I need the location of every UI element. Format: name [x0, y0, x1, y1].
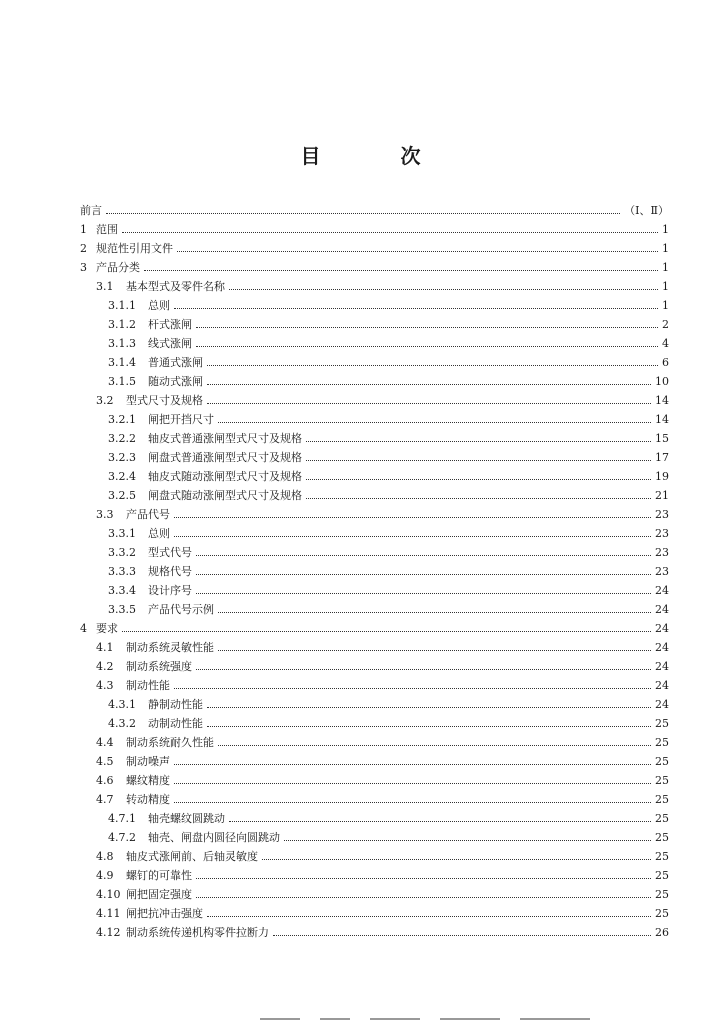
toc-entry-number: 4.3.1: [108, 698, 136, 711]
toc-leader-dots: [174, 527, 651, 537]
toc-entry-page: 25: [655, 869, 669, 882]
toc-entry-title: 产品代号示例: [148, 603, 214, 616]
toc-leader-dots: [196, 584, 651, 594]
toc-entry-title: 前言: [80, 204, 102, 217]
toc-entry: [108, 603, 669, 617]
toc-entry-title: 动制动性能: [148, 717, 203, 730]
toc-entry-title: 闸盘式普通涨闸型式尺寸及规格: [148, 451, 302, 464]
toc-entry-number: 1: [80, 223, 87, 236]
toc-leader-dots: [218, 413, 651, 423]
toc-entry-page: 25: [655, 850, 669, 863]
toc-entry-title: 轴皮式涨闸前、后轴灵敏度: [126, 850, 258, 863]
toc-entry-page: 24: [655, 641, 669, 654]
toc-entry-title: 制动系统耐久性能: [126, 736, 214, 749]
toc-entry-title: 闸把固定强度: [126, 888, 192, 901]
toc-entry: [96, 755, 669, 769]
toc-leader-dots: [229, 280, 658, 290]
toc-entry-title: 产品分类: [96, 261, 140, 274]
toc-entry-title: 制动系统强度: [126, 660, 192, 673]
toc-entry-page: 25: [655, 717, 669, 730]
toc-entry-page: 24: [655, 698, 669, 711]
toc-leader-dots: [196, 869, 651, 879]
toc-entry-page: 25: [655, 774, 669, 787]
toc-entry: [108, 318, 669, 332]
toc-entry: [96, 793, 669, 807]
toc-entry-title: 普通式涨闸: [148, 356, 203, 369]
toc-entry-number: 4.5: [96, 755, 114, 768]
toc-entry-title: 范围: [96, 223, 118, 236]
toc-entry-title: 制动系统灵敏性能: [126, 641, 214, 654]
toc-entry-number: 4.10: [96, 888, 121, 901]
toc-entry: [108, 489, 669, 503]
toc-leader-dots: [229, 812, 651, 822]
toc-leader-dots: [262, 850, 651, 860]
toc-entry-number: 3.1.5: [108, 375, 136, 388]
toc-entry: [108, 356, 669, 370]
toc-leader-dots: [196, 888, 651, 898]
toc-entry-number: 3.3.2: [108, 546, 136, 559]
toc-entry-number: 3.2.5: [108, 489, 136, 502]
toc-entry-page: 24: [655, 679, 669, 692]
toc-entry-title: 制动噪声: [126, 755, 170, 768]
toc-entry-page: 4: [662, 337, 669, 350]
toc-entry-number: 4.3: [96, 679, 114, 692]
toc-leader-dots: [207, 375, 651, 385]
toc-entry-number: 3.3.5: [108, 603, 136, 616]
toc-entry: [96, 926, 669, 940]
toc-entry-title: 型式尺寸及规格: [126, 394, 203, 407]
toc-entry-title: 闸盘式随动涨闸型式尺寸及规格: [148, 489, 302, 502]
toc-entry-page: 25: [655, 793, 669, 806]
toc-entry-number: 4.9: [96, 869, 114, 882]
toc-entry: [96, 679, 669, 693]
toc-entry: [108, 451, 669, 465]
toc-entry-title: 螺纹精度: [126, 774, 170, 787]
toc-leader-dots: [207, 717, 651, 727]
toc-entry: [108, 584, 669, 598]
toc-entry-page: 1: [662, 280, 669, 293]
toc-entry-page: 17: [655, 451, 669, 464]
toc-entry: [108, 831, 669, 845]
toc-entry-title: 设计序号: [148, 584, 192, 597]
toc-entry-number: 3.2.3: [108, 451, 136, 464]
toc-leader-dots: [174, 679, 651, 689]
toc-entry-number: 3: [80, 261, 87, 274]
toc-entry-page: 14: [655, 394, 669, 407]
toc-entry-number: 4.6: [96, 774, 114, 787]
toc-entry: [80, 261, 669, 275]
toc-entry-number: 4.8: [96, 850, 114, 863]
toc-entry: [96, 736, 669, 750]
toc-entry-page: 25: [655, 831, 669, 844]
toc-entry-page: 24: [655, 622, 669, 635]
toc-entry-title: 轴壳螺纹圆跳动: [148, 812, 225, 825]
toc-entry-page: 23: [655, 508, 669, 521]
toc-entry: [80, 242, 669, 256]
toc-leader-dots: [177, 242, 658, 252]
toc-entry-number: 3.1: [96, 280, 114, 293]
toc-leader-dots: [196, 546, 651, 556]
toc-entry-number: 4.12: [96, 926, 121, 939]
toc-leader-dots: [207, 394, 651, 404]
toc-leader-dots: [174, 755, 651, 765]
toc-leader-dots: [207, 907, 651, 917]
toc-entry-number: 3.1.2: [108, 318, 136, 331]
toc-leader-dots: [306, 432, 651, 442]
toc-leader-dots: [273, 926, 651, 936]
toc-entry-page: 26: [655, 926, 669, 939]
toc-entry: [108, 546, 669, 560]
toc-entry: [108, 812, 669, 826]
toc-entry-title: 要求: [96, 622, 118, 635]
toc-entry-number: 3.3.4: [108, 584, 136, 597]
toc-entry-title: 闸把开挡尺寸: [148, 413, 214, 426]
toc-entry: [96, 280, 669, 294]
page-title: 目 次: [300, 144, 451, 168]
toc-entry-number: 4.11: [96, 907, 121, 920]
toc-leader-dots: [218, 641, 651, 651]
toc-leader-dots: [207, 698, 651, 708]
toc-entry-page: 15: [655, 432, 669, 445]
toc-entry-number: 3.1.1: [108, 299, 136, 312]
toc-entry-page: 24: [655, 584, 669, 597]
toc-entry-page: 1: [662, 242, 669, 255]
toc-entry-number: 3.1.4: [108, 356, 136, 369]
toc-leader-dots: [306, 489, 651, 499]
toc-entry-number: 3.2.2: [108, 432, 136, 445]
toc-leader-dots: [306, 451, 651, 461]
toc-entry: [108, 432, 669, 446]
toc-entry-page: 21: [655, 489, 669, 502]
toc-entry-number: 3.2.1: [108, 413, 136, 426]
toc-leader-dots: [174, 793, 651, 803]
toc-leader-dots: [284, 831, 651, 841]
toc-entry-number: 4.2: [96, 660, 114, 673]
toc-entry: [108, 527, 669, 541]
toc-entry: [96, 869, 669, 883]
toc-entry-page: 25: [655, 755, 669, 768]
toc-entry-title: 制动性能: [126, 679, 170, 692]
toc-leader-dots: [196, 318, 658, 328]
toc-entry-page: 25: [655, 736, 669, 749]
toc-entry-number: 4.3.2: [108, 717, 136, 730]
toc-entry: [80, 622, 669, 636]
toc-entry: [96, 660, 669, 674]
toc-entry-title: 总则: [148, 527, 170, 540]
toc-entry: [96, 907, 669, 921]
toc-entry-title: 闸把抗冲击强度: [126, 907, 203, 920]
toc-leader-dots: [122, 223, 658, 233]
toc-entry-number: 3.1.3: [108, 337, 136, 350]
toc-leader-dots: [218, 603, 651, 613]
toc-entry: [96, 508, 669, 522]
toc-entry: [108, 698, 669, 712]
toc-entry-page: 14: [655, 413, 669, 426]
toc-entry-page: 24: [655, 660, 669, 673]
toc-entry-number: 4.7.2: [108, 831, 136, 844]
toc-entry: [108, 565, 669, 579]
toc-entry-number: 4.4: [96, 736, 114, 749]
toc-entry-title: 轴壳、闸盘内圆径向圆跳动: [148, 831, 280, 844]
toc-entry-page: 6: [662, 356, 669, 369]
toc-leader-dots: [306, 470, 651, 480]
toc-entry-page: 23: [655, 527, 669, 540]
toc-entry-number: 4.7.1: [108, 812, 136, 825]
toc-leader-dots: [122, 622, 651, 632]
toc-entry-page: （Ⅰ、Ⅱ）: [624, 204, 669, 217]
toc-entry: [108, 470, 669, 484]
toc-entry-page: 19: [655, 470, 669, 483]
toc-leader-dots: [174, 508, 651, 518]
toc-entry-title: 轴皮式普通涨闸型式尺寸及规格: [148, 432, 302, 445]
toc-entry: [96, 850, 669, 864]
toc-entry: [108, 717, 669, 731]
toc-entry-number: 4.1: [96, 641, 114, 654]
toc-entry-number: 3.3: [96, 508, 114, 521]
toc-entry-number: 3.2: [96, 394, 114, 407]
toc-entry-page: 2: [662, 318, 669, 331]
toc-entry-page: 25: [655, 812, 669, 825]
toc-entry-title: 螺钉的可靠性: [126, 869, 192, 882]
toc-entry-title: 基本型式及零件名称: [126, 280, 225, 293]
toc-entry: [108, 299, 669, 313]
toc-entry-title: 随动式涨闸: [148, 375, 203, 388]
toc-leader-dots: [196, 337, 658, 347]
toc-leader-dots: [218, 736, 651, 746]
toc-entry-title: 杆式涨闸: [148, 318, 192, 331]
toc-entry-page: 1: [662, 261, 669, 274]
toc-entry-title: 线式涨闸: [148, 337, 192, 350]
toc-leader-dots: [196, 660, 651, 670]
toc-entry: [80, 223, 669, 237]
toc-entry-number: 3.3.1: [108, 527, 136, 540]
toc-entry: [108, 337, 669, 351]
toc-leader-dots: [196, 565, 651, 575]
toc-entry-page: 10: [655, 375, 669, 388]
toc-entry-title: 轴皮式随动涨闸型式尺寸及规格: [148, 470, 302, 483]
toc-entry-title: 规格代号: [148, 565, 192, 578]
toc-entry-title: 转动精度: [126, 793, 170, 806]
toc-entry-number: 4.7: [96, 793, 114, 806]
toc-entry-title: 规范性引用文件: [96, 242, 173, 255]
toc-entry: [96, 394, 669, 408]
toc-leader-dots: [106, 204, 620, 214]
toc-leader-dots: [144, 261, 658, 271]
toc-entry-title: 产品代号: [126, 508, 170, 521]
toc-entry-number: 3.3.3: [108, 565, 136, 578]
toc-entry: [96, 641, 669, 655]
toc-entry: [96, 888, 669, 902]
toc-entry-title: 总则: [148, 299, 170, 312]
toc-leader-dots: [207, 356, 658, 366]
toc-entry-number: 4: [80, 622, 87, 635]
toc-entry-page: 1: [662, 223, 669, 236]
toc-entry-page: 23: [655, 565, 669, 578]
toc-entry-number: 3.2.4: [108, 470, 136, 483]
toc-entry-page: 25: [655, 888, 669, 901]
toc-entry-title: 型式代号: [148, 546, 192, 559]
toc-entry: [108, 413, 669, 427]
toc-entry-number: 2: [80, 242, 87, 255]
toc-entry: [96, 774, 669, 788]
toc-entry-title: 静制动性能: [148, 698, 203, 711]
toc-entry-page: 23: [655, 546, 669, 559]
toc-entry-page: 1: [662, 299, 669, 312]
toc-entry-page: 24: [655, 603, 669, 616]
toc-leader-dots: [174, 774, 651, 784]
scan-artifacts: [260, 1018, 690, 1022]
toc-leader-dots: [174, 299, 658, 309]
toc-entry: [80, 204, 669, 218]
toc-entry: [108, 375, 669, 389]
toc-entry-page: 25: [655, 907, 669, 920]
toc-entry-title: 制动系统传递机构零件拉断力: [126, 926, 269, 939]
